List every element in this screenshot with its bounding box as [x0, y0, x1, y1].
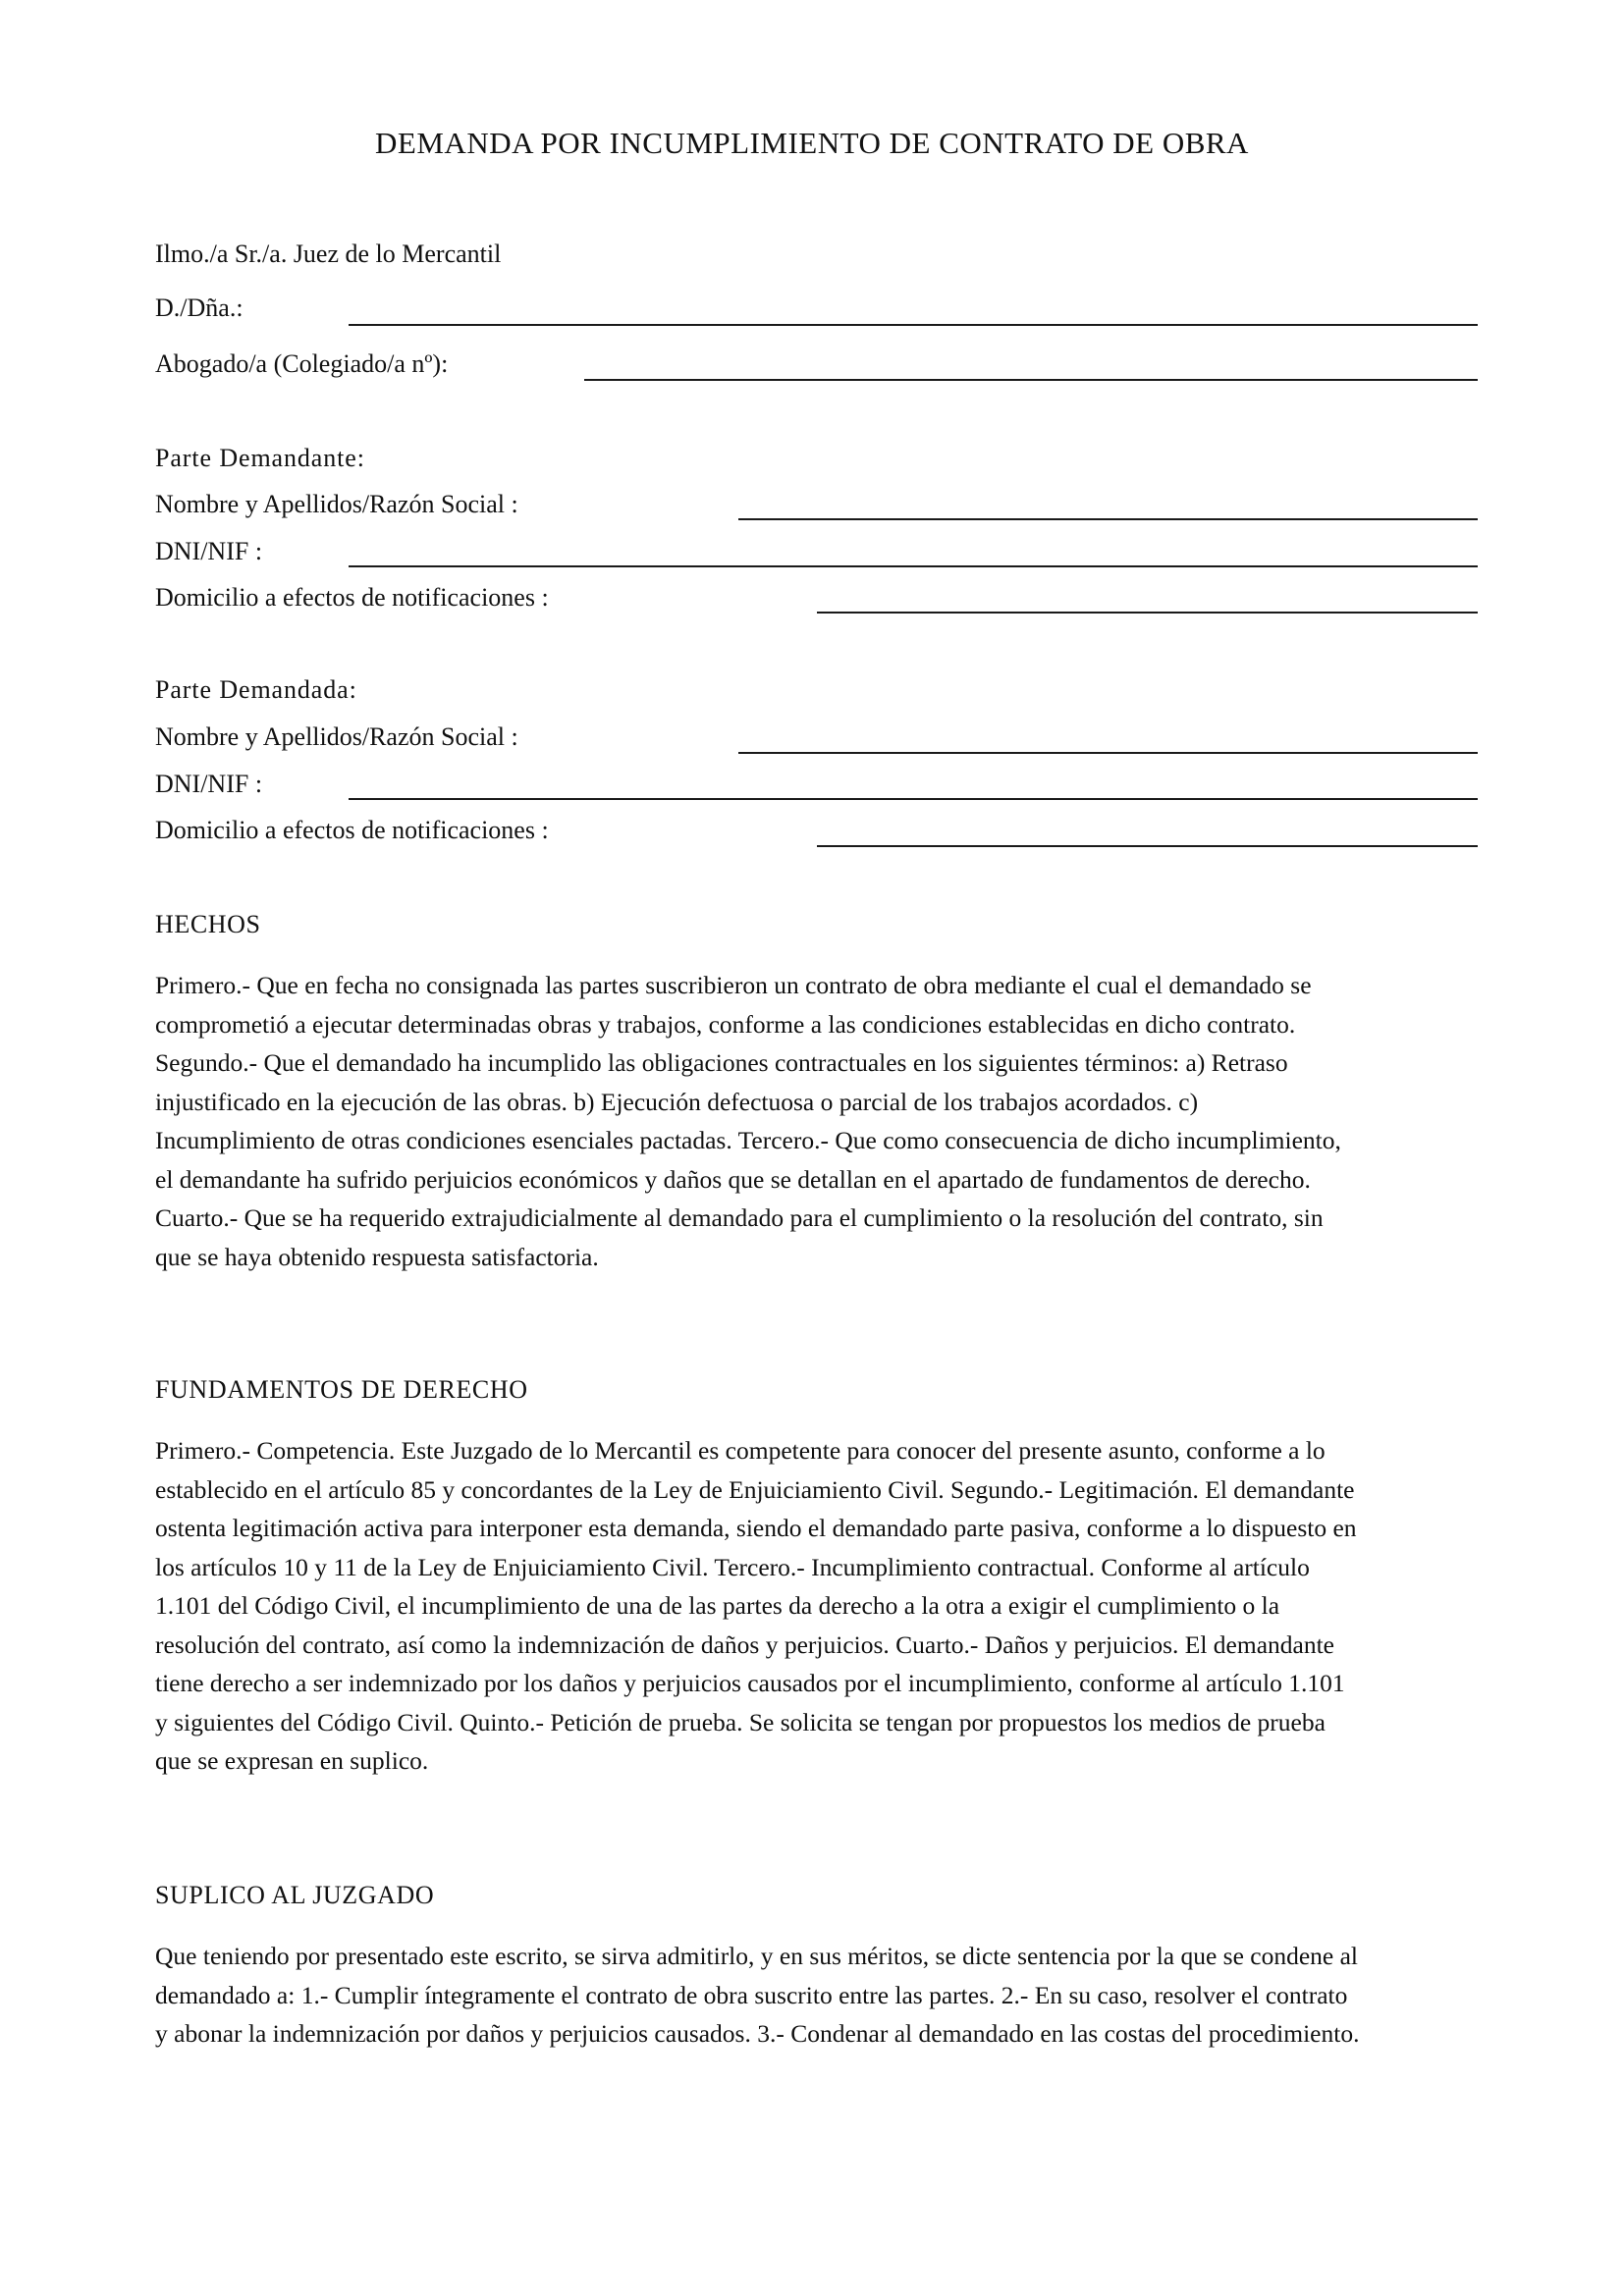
defendant-name-field[interactable] [738, 752, 1478, 754]
hechos-paragraph [155, 966, 1481, 1276]
lawyer-label: Abogado/a (Colegiado/a nº): [155, 349, 449, 378]
fundamentos-line: los artículos 10 y 11 de la Ley de Enjuiciamiento Civil. Tercero.- Incumplimiento contractual. Conforme al artículo [155, 1552, 1310, 1581]
defendant-address-field[interactable] [817, 845, 1478, 847]
hechos-line: injustificado en la ejecución de las obras. b) Ejecución defectuosa o parcial de los trabajos acordados. c) [155, 1087, 1199, 1116]
hechos-line: Primero.- Que en fecha no consignada las partes suscribieron un contrato de obra mediante el cual el demandado se [155, 971, 1312, 999]
plaintiff-address-field[interactable] [817, 612, 1478, 614]
court-addressee: Ilmo./a Sr./a. Juez de lo Mercantil [155, 240, 502, 268]
hechos-line: Incumplimiento de otras condiciones esenciales pactadas. Tercero.- Que como consecuencia de dicho incumplimiento, [155, 1126, 1341, 1154]
document-title: DEMANDA POR INCUMPLIMIENTO DE CONTRATO DE OBRA [375, 126, 1249, 160]
suplico-heading: SUPLICO AL JUZGADO [155, 1881, 435, 1909]
suplico-line: Que teniendo por presentado este escrito, se sirva admitirlo, y en sus méritos, se dicte sentencia por la que se condene al [155, 1942, 1359, 1970]
fundamentos-line: Primero.- Competencia. Este Juzgado de lo Mercantil es competente para conocer del presente asunto, conforme a lo [155, 1436, 1326, 1465]
party-name-field[interactable] [349, 324, 1478, 326]
suplico-line: demandado a: 1.- Cumplir íntegramente el contrato de obra suscrito entre las partes. 2.- En su caso, resolver el contrato [155, 1980, 1348, 2009]
plaintiff-id-field[interactable] [349, 565, 1478, 567]
hechos-line: Segundo.- Que el demandado ha incumplido las obligaciones contractuales en los siguientes términos: a) Retraso [155, 1048, 1288, 1077]
fundamentos-line: y siguientes del Código Civil. Quinto.- Petición de prueba. Se solicita se tengan por propuestos los medios de prueba [155, 1707, 1326, 1736]
fundamentos-line: que se expresan en suplico. [155, 1746, 429, 1775]
plaintiff-id-label: DNI/NIF : [155, 537, 263, 565]
party-name-label: D./Dña.: [155, 294, 244, 322]
fundamentos-line: resolución del contrato, así como la indemnización de daños y perjuicios. Cuarto.- Daños y perjuicios. El demandante [155, 1629, 1334, 1659]
plaintiff-address-label: Domicilio a efectos de notificaciones : [155, 583, 549, 612]
suplico-paragraph [155, 1937, 1481, 2054]
fundamentos-line: ostenta legitimación activa para interponer esta demanda, siendo el demandado parte pasiva, conforme a lo dispuesto en [155, 1514, 1357, 1542]
defendant-id-field[interactable] [349, 798, 1478, 800]
hechos-line: Cuarto.- Que se ha requerido extrajudicialmente al demandado para el cumplimiento o la resolución del contrato, sin [155, 1203, 1324, 1232]
hechos-line: que se haya obtenido respuesta satisfactoria. [155, 1242, 599, 1271]
fundamentos-line: tiene derecho a ser indemnizado por los daños y perjuicios causados por el incumplimiento, conforme al artículo 1.101 [155, 1669, 1345, 1697]
hechos-line: el demandante ha sufrido perjuicios económicos y daños que se detallan en el apartado de fundamentos de derecho. [155, 1164, 1311, 1194]
plaintiff-name-label: Nombre y Apellidos/Razón Social : [155, 490, 518, 518]
lawyer-field[interactable] [584, 379, 1478, 381]
fundamentos-paragraph [155, 1431, 1481, 1781]
plaintiff-name-field[interactable] [738, 518, 1478, 520]
defendant-address-label: Domicilio a efectos de notificaciones : [155, 816, 549, 844]
hechos-heading: HECHOS [155, 910, 261, 938]
fundamentos-heading: FUNDAMENTOS DE DERECHO [155, 1375, 528, 1404]
defendant-heading: Parte Demandada: [155, 675, 357, 704]
fundamentos-line: 1.101 del Código Civil, el incumplimiento de una de las partes da derecho a la otra a exigir el cumplimiento o la [155, 1591, 1280, 1620]
plaintiff-heading: Parte Demandante: [155, 444, 365, 472]
fundamentos-line: establecido en el artículo 85 y concordantes de la Ley de Enjuiciamiento Civil. Segundo.- Legitimación. El demandante [155, 1474, 1355, 1504]
hechos-line: comprometió a ejecutar determinadas obras y trabajos, conforme a las condiciones establecidas en dicho contrato. [155, 1009, 1296, 1039]
defendant-name-label: Nombre y Apellidos/Razón Social : [155, 722, 518, 751]
defendant-id-label: DNI/NIF : [155, 770, 263, 798]
suplico-line: y abonar la indemnización por daños y perjuicios causados. 3.- Condenar al demandado en las costas del procedimiento. [155, 2019, 1360, 2048]
